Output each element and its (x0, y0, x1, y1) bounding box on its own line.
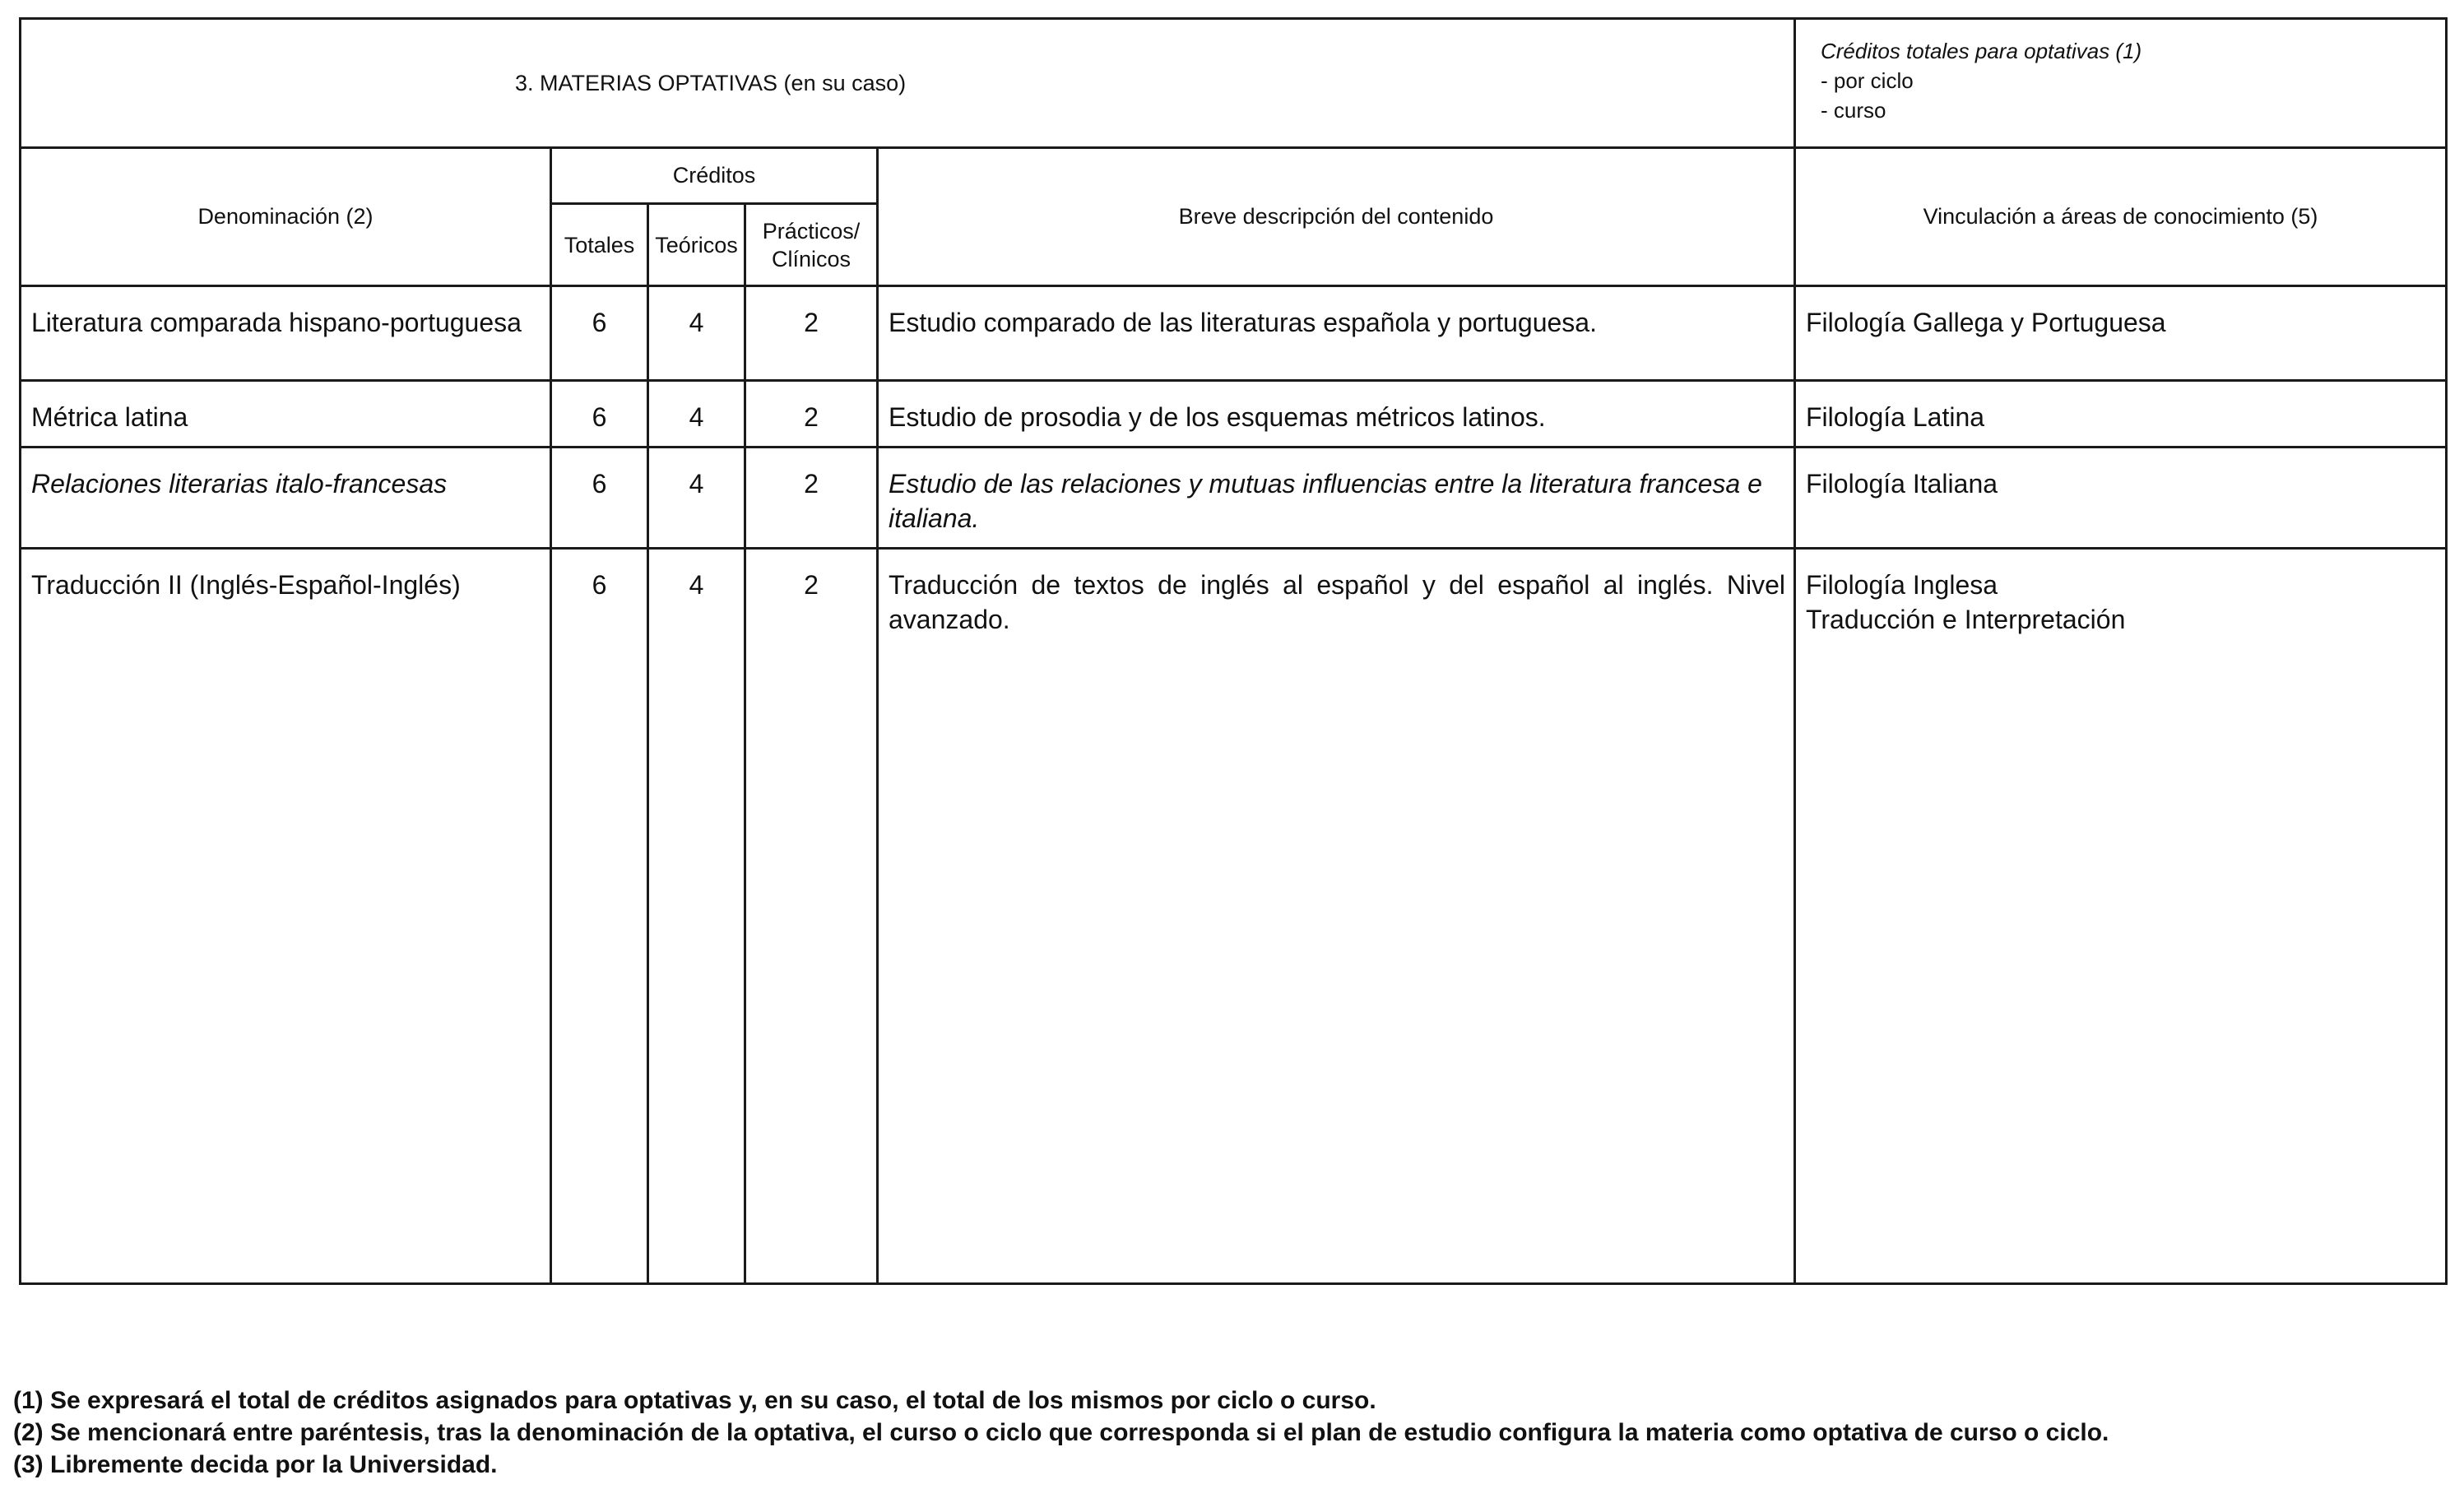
subject-name: Relaciones literarias italo-francesas (21, 448, 551, 549)
header-totales: Totales (551, 204, 648, 286)
credits-total: 6 (551, 448, 648, 549)
footnotes (13, 1384, 2109, 1481)
header-practicos (745, 204, 878, 286)
area-item: Filología Italiana (1806, 469, 1998, 499)
header-descripcion: Breve descripción del contenido (878, 148, 1795, 286)
subject-name: Métrica latina (21, 381, 551, 448)
subject-name: Literatura comparada hispano-portuguesa (21, 286, 551, 381)
credits-practice: 2 (745, 549, 878, 1284)
credits-total: 6 (551, 381, 648, 448)
subject-areas (1795, 549, 2447, 1284)
total-credits-per-course: - curso (1821, 98, 1886, 123)
credits-practice: 2 (745, 286, 878, 381)
subject-areas (1795, 448, 2447, 549)
credits-theory: 4 (648, 549, 745, 1284)
header-denominacion: Denominación (2) (21, 148, 551, 286)
area-item: Traducción e Interpretación (1806, 605, 2126, 634)
header-vinculacion: Vinculación a áreas de conocimiento (5) (1795, 148, 2447, 286)
credits-practice: 2 (745, 381, 878, 448)
area-item: Filología Gallega y Portuguesa (1806, 308, 2166, 337)
total-credits-box (1795, 19, 2447, 148)
credits-theory: 4 (648, 381, 745, 448)
header-practicos-line2: Clínicos (771, 246, 851, 271)
credits-practice: 2 (745, 448, 878, 549)
credits-theory: 4 (648, 448, 745, 549)
table-row (21, 381, 2447, 448)
credits-total: 6 (551, 549, 648, 1284)
table-row (21, 549, 2447, 1284)
area-item: Filología Inglesa (1806, 570, 1998, 600)
subject-name: Traducción II (Inglés-Español-Inglés) (21, 549, 551, 1284)
header-teoricos: Teóricos (648, 204, 745, 286)
header-creditos: Créditos (551, 148, 878, 204)
total-credits-per-cycle: - por ciclo (1821, 68, 1914, 93)
subject-description: Estudio de las relaciones y mutuas influencias entre la literatura francesa e italiana. (878, 448, 1795, 549)
subject-areas (1795, 286, 2447, 381)
table-row (21, 448, 2447, 549)
credits-total: 6 (551, 286, 648, 381)
section-title: 3. MATERIAS OPTATIVAS (en su caso) (21, 19, 1795, 148)
subject-description: Estudio de prosodia y de los esquemas métricos latinos. (878, 381, 1795, 448)
footnote-1: (1) Se expresará el total de créditos asignados para optativas y, en su caso, el total de los mismos por ciclo o curso. (13, 1387, 1376, 1414)
credits-theory: 4 (648, 286, 745, 381)
footnote-2: (2) Se mencionará entre paréntesis, tras la denominación de la optativa, el curso o ciclo que corresponda si el plan de estudio configura la materia como optativa de curso o ciclo. (13, 1419, 2109, 1446)
table-row (21, 286, 2447, 381)
optional-subjects-table (19, 17, 2448, 1285)
footnote-3: (3) Libremente decida por la Universidad. (13, 1451, 498, 1478)
header-practicos-line1: Prácticos/ (762, 218, 861, 243)
subject-description: Traducción de textos de inglés al español y del español al inglés. Nivel avanzado. (878, 549, 1795, 1284)
area-item: Filología Latina (1806, 402, 1985, 432)
subject-description: Estudio comparado de las literaturas española y portuguesa. (878, 286, 1795, 381)
subject-areas (1795, 381, 2447, 448)
total-credits-heading: Créditos totales para optativas (1) (1821, 39, 2142, 63)
